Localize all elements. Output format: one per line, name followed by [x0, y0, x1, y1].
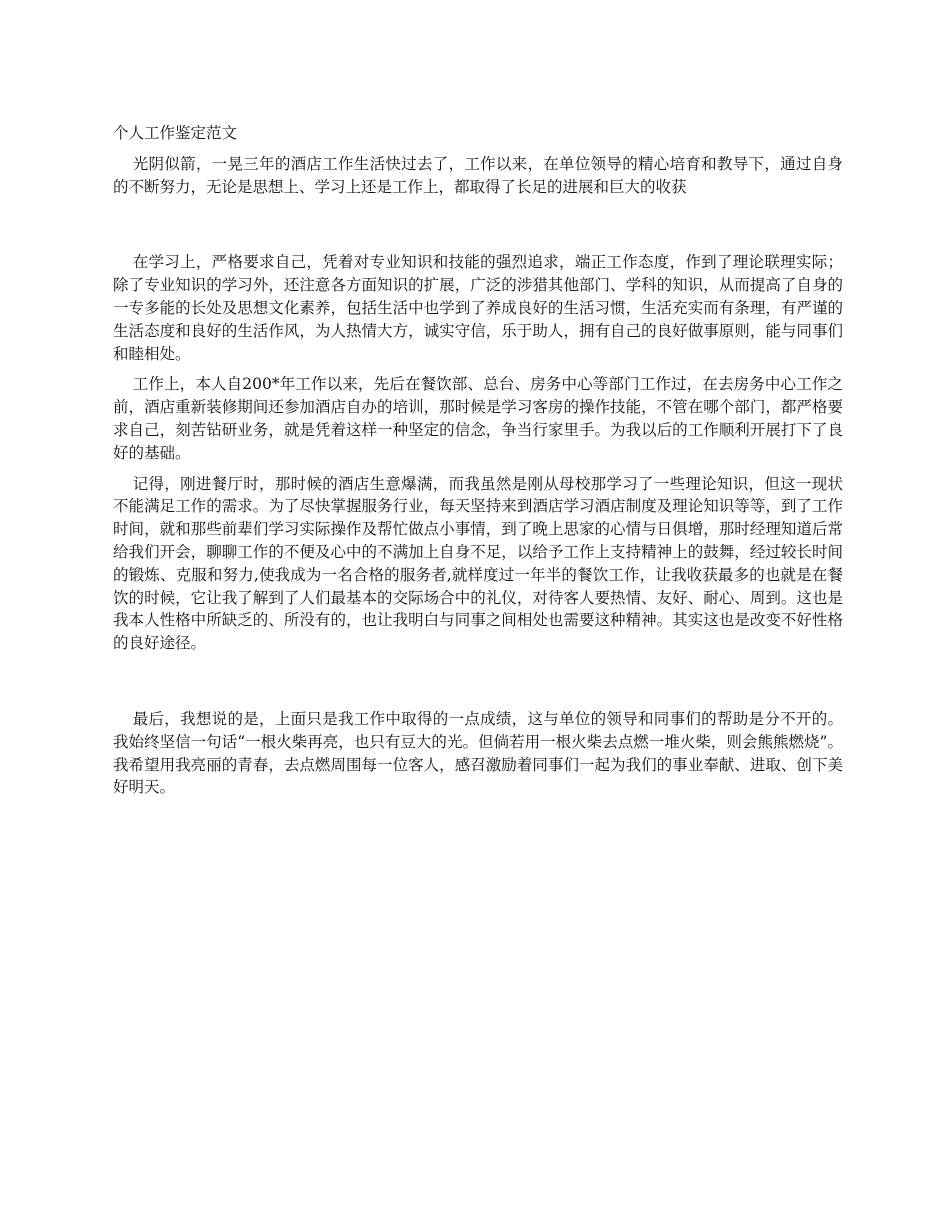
paragraph-gap [113, 206, 843, 251]
paragraph-conclusion: 最后，我想说的是，上面只是我工作中取得的一点成绩，这与单位的领导和同事们的帮助是分不开的。我始终坚信一句话“一根火柴再亮，也只有豆大的光。但倘若用一根火柴去点燃一堆火柴，则会熊熊燃烧”。我希望用我亮丽的青春，去点燃周围每一位客人，感召激励着同事们一起为我们的事业奉献、进取、创下美好明天。 [113, 709, 843, 797]
paragraph-study: 在学习上，严格要求自己，凭着对专业知识和技能的强烈追求，端正工作态度，作到了理论联理实际；除了专业知识的学习外，还注意各方面知识的扩展，广泛的涉猎其他部门、学科的知识，从而提高了自身的一专多能的长处及思想文化素养，包括生活中也学到了养成良好的生活习惯，生活充实而有条理，有严谨的生活态度和良好的生活作风，为人热情大方，诚实守信，乐于助人，拥有自己的良好做事原则，能与同事们和睦相处。 [113, 253, 843, 363]
paragraph-gap [113, 663, 843, 708]
paragraph-restaurant: 记得，刚进餐厅时，那时候的酒店生意爆满，而我虽然是刚从母校那学习了一些理论知识，但这一现状不能满足工作的需求。为了尽快掌握服务行业，每天坚持来到酒店学习酒店制度及理论知识等等，到了工作时间，就和那些前辈们学习实际操作及帮忙做点小事情，到了晚上思家的心情与日俱增，那时经理知道后常给我们开会，聊聊工作的不便及心中的不满加上自身不足，以给予工作上支持精神上的鼓舞，经过较长时间的锻炼、克服和努力,使我成为一名合格的服务者,就样度过一年半的餐饮工作，让我收获最多的也就是在餐饮的时候，它让我了解到了人们最基本的交际场合中的礼仪，对待客人要热情、友好、耐心、周到。这也是我本人性格中所缺乏的、所没有的，也让我明白与同事之间相处也需要这种精神。其实这也是改变不好性格的良好途径。 [113, 474, 843, 653]
document-title: 个人工作鉴定范文 [113, 124, 238, 142]
paragraph-work: 工作上，本人自200*年工作以来，先后在餐饮部、总台、房务中心等部门工作过，在去房务中心工作之前，酒店重新装修期间还参加酒店自办的培训，那时候是学习客房的操作技能，不管在哪个部门，都严格要求自己，刻苦钻研业务，就是凭着这样一种坚定的信念，争当行家里手。为我以后的工作顺利开展打下了良好的基础。 [113, 375, 843, 462]
document-body [113, 122, 843, 807]
paragraph-intro: 光阴似箭，一晃三年的酒店工作生活快过去了，工作以来，在单位领导的精心培育和教导下，通过自身的不断努力，无论是思想上、学习上还是工作上，都取得了长足的进展和巨大的收获 [113, 154, 843, 196]
